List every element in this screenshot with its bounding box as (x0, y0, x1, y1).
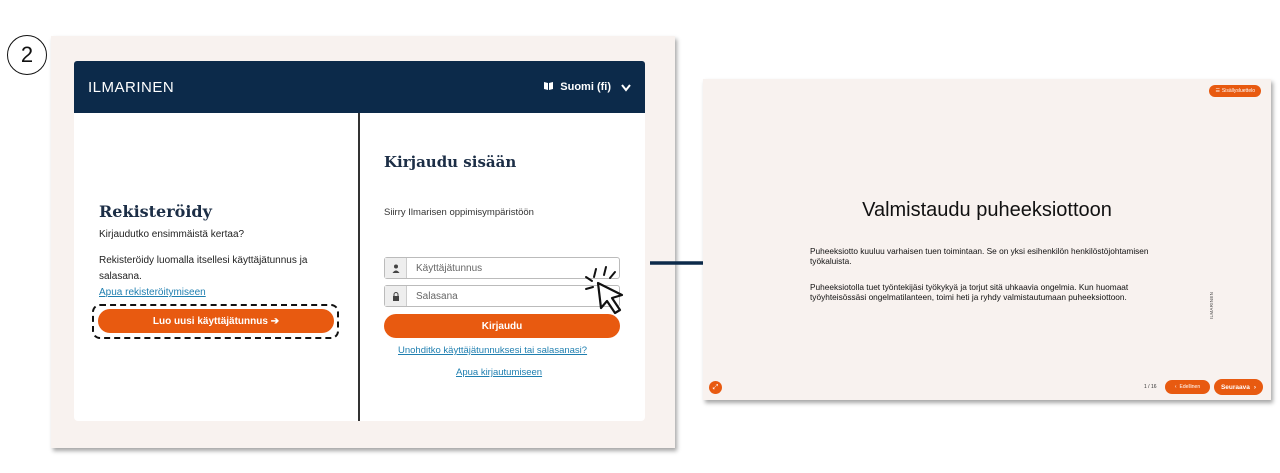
login-help-link[interactable]: Apua kirjautumiseen (456, 367, 543, 378)
register-question: Kirjaudutko ensimmäistä kertaa? (99, 229, 245, 240)
book-icon (543, 81, 554, 94)
register-help-link[interactable]: Apua rekisteröitymiseen (99, 287, 206, 298)
previous-button[interactable] (1165, 380, 1210, 394)
toc-button-label: Sisällysluettelo (1221, 88, 1255, 94)
course-paragraph-2: Puheeksiotolla tuet työntekijäsi työkykyä ja torjut sitä uhkaavia ongelmia. Kun huomaat työyhteisössäsi ongelmatilanteen, toimi heti ja ryhdy valmistautumaan puheeksiottoon. (810, 282, 1129, 302)
password-placeholder: Salasana (416, 290, 458, 302)
pointer-cursor-icon (582, 263, 642, 323)
chevron-down-icon (621, 80, 631, 95)
language-selector[interactable] (543, 80, 631, 95)
previous-label: Edellinen (1179, 384, 1201, 390)
page-indicator: 1 / 16 (1144, 384, 1157, 390)
expand-icon[interactable]: ⤢ (709, 381, 722, 394)
username-placeholder: Käyttäjätunnus (416, 262, 483, 274)
panel-divider (358, 113, 360, 421)
chevron-left-icon: ‹ (1174, 384, 1177, 390)
next-label: Seuraava (1220, 383, 1250, 391)
next-button[interactable] (1214, 379, 1263, 395)
brand-logo: ILMARINEN (88, 78, 175, 96)
chevron-right-icon: › (1253, 383, 1257, 391)
login-button[interactable]: Kirjaudu (384, 314, 620, 338)
vertical-brand-logo: ILMARINEN (1209, 291, 1214, 319)
course-screenshot (703, 79, 1271, 400)
step-number-badge (7, 35, 47, 75)
create-account-button[interactable]: Luo uusi käyttäjätunnus ➔ (98, 309, 334, 333)
login-screenshot (51, 36, 675, 448)
forgot-credentials-link[interactable]: Unohditko käyttäjätunnuksesi tai salasanasi? (398, 345, 588, 356)
list-icon: ☰ (1215, 88, 1220, 94)
login-panel (74, 113, 645, 421)
register-title: Rekisteröidy (99, 202, 212, 221)
login-title: Kirjaudu sisään (384, 153, 517, 171)
course-title: Valmistaudu puheeksiottoon (862, 199, 1112, 221)
register-description: Rekisteröidy luomalla itsellesi käyttäjätunnus ja salasana. (99, 255, 308, 282)
login-header (74, 61, 645, 113)
course-paragraph-1: Puheeksiotto kuuluu varhaisen tuen toimintaan. Se on yksi esihenkilön henkilöstöjohtamisen työkaluista. (810, 246, 1149, 266)
language-label: Suomi (fi) (560, 81, 611, 93)
user-icon (385, 258, 407, 278)
step-number: 2 (20, 42, 34, 67)
lock-icon (385, 286, 407, 306)
toc-button[interactable] (1209, 85, 1261, 97)
login-subtitle: Siirry Ilmarisen oppimisympäristöön (384, 207, 534, 218)
